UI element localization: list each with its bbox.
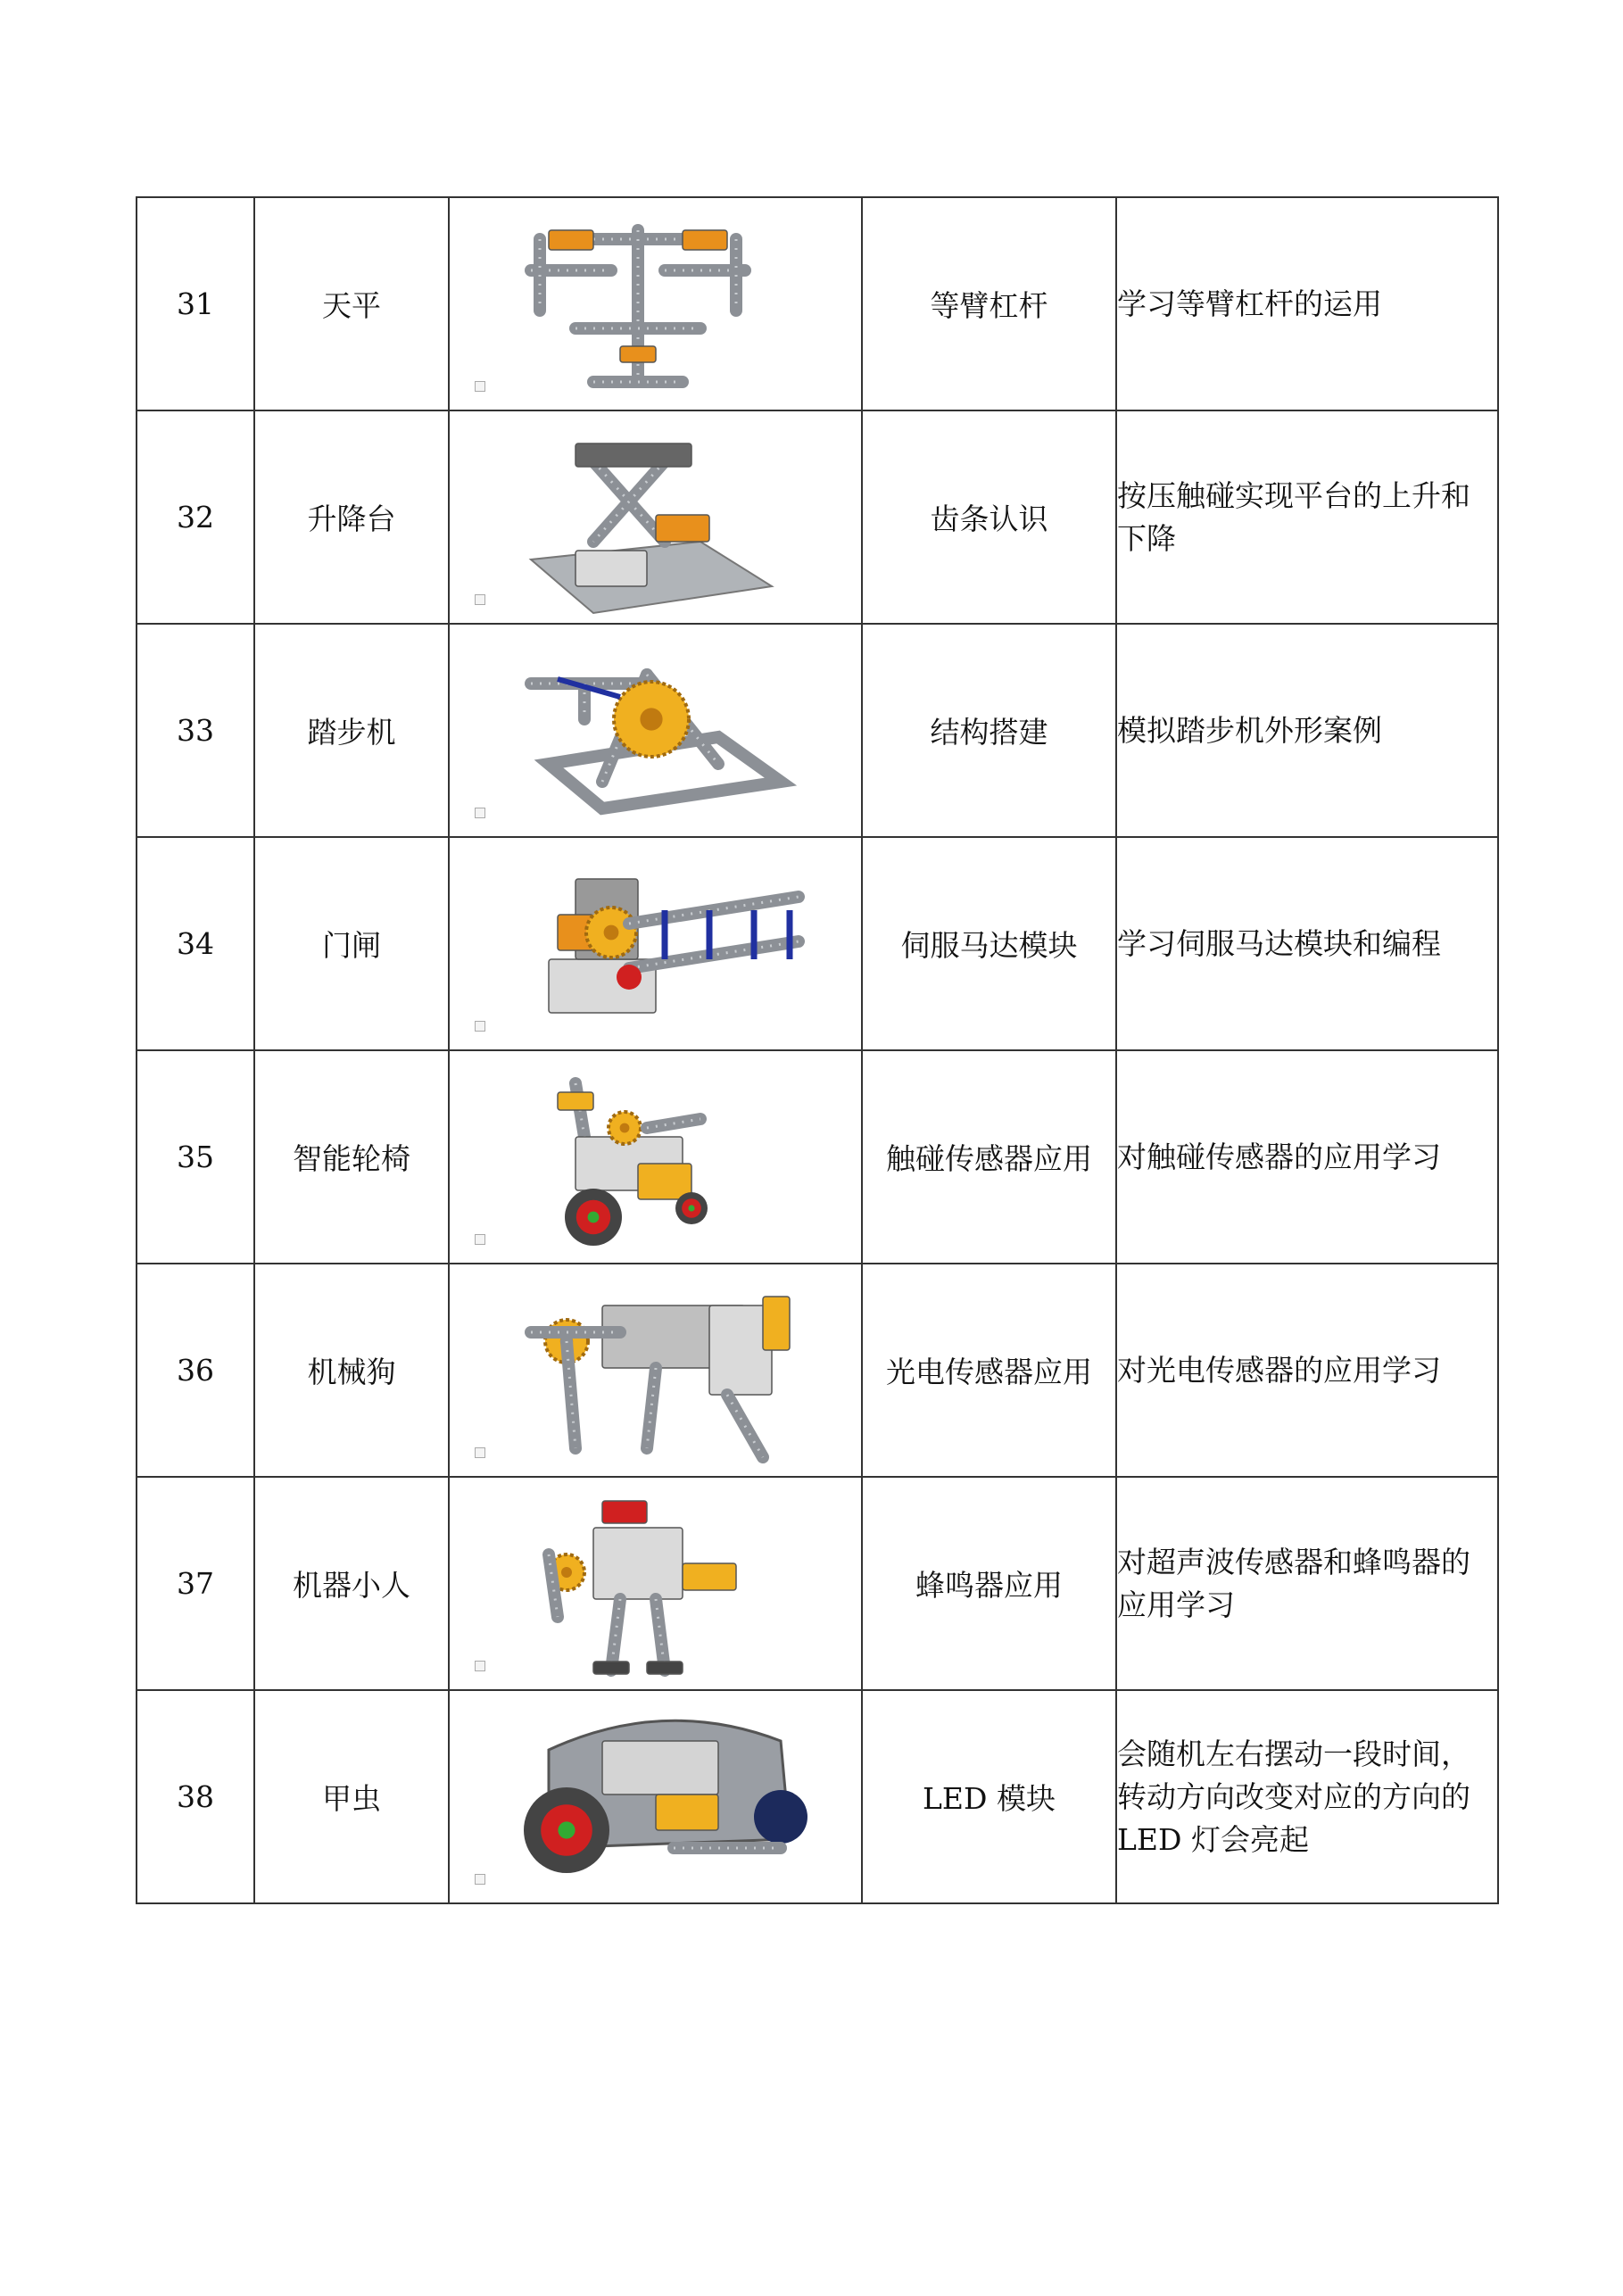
model-image-cell <box>449 410 862 624</box>
learning-goal: 模拟踏步机外形案例 <box>1116 624 1498 837</box>
row-number: 36 <box>137 1264 254 1477</box>
gate-model-image <box>495 843 816 1044</box>
model-image-cell <box>449 1050 862 1264</box>
project-name: 智能轮椅 <box>254 1050 449 1264</box>
knowledge-point: LED 模块 <box>862 1690 1116 1903</box>
image-anchor-icon <box>475 381 485 392</box>
table-row <box>137 1264 1498 1477</box>
row-number: 33 <box>137 624 254 837</box>
model-image-cell <box>449 624 862 837</box>
learning-goal: 对超声波传感器和蜂鸣器的应用学习 <box>1116 1477 1498 1690</box>
row-number: 38 <box>137 1690 254 1903</box>
table-row <box>137 1477 1498 1690</box>
model-image-cell <box>449 197 862 410</box>
table-row <box>137 837 1498 1050</box>
image-anchor-icon <box>475 1447 485 1458</box>
learning-goal: 对光电传感器的应用学习 <box>1116 1264 1498 1477</box>
learning-goal: 学习伺服马达模块和编程 <box>1116 837 1498 1050</box>
model-image-cell <box>449 1477 862 1690</box>
wheelchair-model-image <box>495 1057 816 1257</box>
row-number: 37 <box>137 1477 254 1690</box>
project-name: 升降台 <box>254 410 449 624</box>
table-row <box>137 1690 1498 1903</box>
balance-model-image <box>495 203 816 404</box>
learning-goal: 学习等臂杠杆的运用 <box>1116 197 1498 410</box>
project-name: 机械狗 <box>254 1264 449 1477</box>
learning-goal: 对触碰传感器的应用学习 <box>1116 1050 1498 1264</box>
row-number: 31 <box>137 197 254 410</box>
knowledge-point: 蜂鸣器应用 <box>862 1477 1116 1690</box>
robot-model-image <box>495 1483 816 1684</box>
knowledge-point: 光电传感器应用 <box>862 1264 1116 1477</box>
image-anchor-icon <box>475 1021 485 1032</box>
knowledge-point: 结构搭建 <box>862 624 1116 837</box>
model-image-cell <box>449 1264 862 1477</box>
dog-model-image <box>495 1270 816 1471</box>
image-anchor-icon <box>475 808 485 818</box>
project-name: 踏步机 <box>254 624 449 837</box>
knowledge-point: 等臂杠杆 <box>862 197 1116 410</box>
table-row <box>137 410 1498 624</box>
project-name: 门闸 <box>254 837 449 1050</box>
project-name: 机器小人 <box>254 1477 449 1690</box>
learning-goal: 按压触碰实现平台的上升和下降 <box>1116 410 1498 624</box>
image-anchor-icon <box>475 1661 485 1671</box>
project-name: 天平 <box>254 197 449 410</box>
knowledge-point: 触碰传感器应用 <box>862 1050 1116 1264</box>
table-row <box>137 1050 1498 1264</box>
image-anchor-icon <box>475 1234 485 1245</box>
table-row <box>137 624 1498 837</box>
knowledge-point: 齿条认识 <box>862 410 1116 624</box>
row-number: 35 <box>137 1050 254 1264</box>
row-number: 32 <box>137 410 254 624</box>
knowledge-point: 伺服马达模块 <box>862 837 1116 1050</box>
row-number: 34 <box>137 837 254 1050</box>
project-name: 甲虫 <box>254 1690 449 1903</box>
stepper-model-image <box>495 630 816 831</box>
learning-goal: 会随机左右摆动一段时间，转动方向改变对应的方向的 LED 灯会亮起 <box>1116 1690 1498 1903</box>
image-anchor-icon <box>475 1874 485 1885</box>
course-table <box>136 196 1499 1904</box>
table-row <box>137 197 1498 410</box>
model-image-cell <box>449 837 862 1050</box>
model-image-cell <box>449 1690 862 1903</box>
lift-model-image <box>495 417 816 618</box>
image-anchor-icon <box>475 594 485 605</box>
beetle-model-image <box>495 1696 816 1897</box>
